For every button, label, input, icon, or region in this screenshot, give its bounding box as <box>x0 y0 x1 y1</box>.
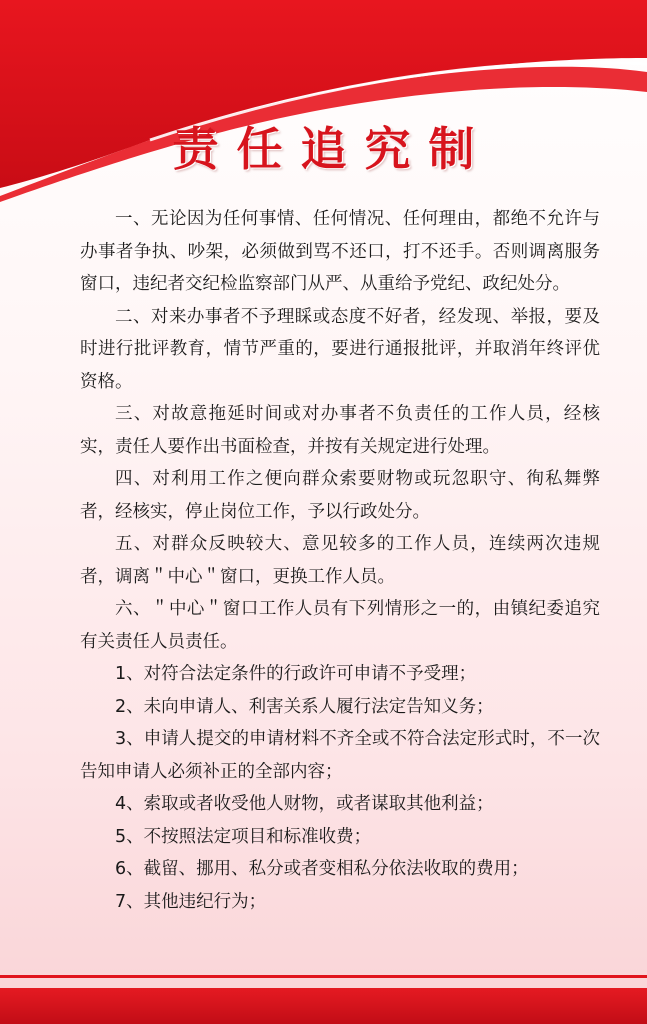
sub-item-5: 5、不按照法定项目和标准收费； <box>115 826 372 847</box>
rule-paragraph-3: 三、对故意拖延时间或对办事者不负责任的工作人员，经核实，责任人要作出书面检查，并按有关规定进行处理。 <box>80 404 600 457</box>
sub-item-6: 6、截留、挪用、私分或者变相私分依法收取的费用； <box>115 859 529 879</box>
rule-paragraph-4: 四、对利用工作之便向群众索要财物或玩忽职守、徇私舞弊者，经核实，停止岗位工作，予以行政处分。 <box>80 469 600 522</box>
sub-item-7: 7、其他违纪行为； <box>115 891 267 912</box>
sub-item-4: 4、索取或者收受他人财物，或者谋取其他利益； <box>115 794 494 814</box>
rule-paragraph-6: 六、＂中心＂窗口工作人员有下列情形之一的，由镇纪委追究有关责任人员责任。 <box>80 599 600 652</box>
bottom-divider-line <box>0 975 647 978</box>
rule-paragraph-1: 一、无论因为任何事情、任何情况、任何理由，都绝不允许与办事者争执、吵架，必须做到骂不还口，打不还手。否则调离服务窗口，违纪者交纪检监察部门从严、从重给予党纪、政纪处分。 <box>80 209 600 294</box>
sub-item-1: 1、对符合法定条件的行政许可申请不予受理； <box>115 664 477 684</box>
bottom-red-band <box>0 988 647 1024</box>
sub-item-2: 2、未向申请人、利害关系人履行法定告知义务； <box>115 696 494 717</box>
sub-item-3: 3、申请人提交的申请材料不齐全或不符合法定形式时，不一次告知申请人必须补正的全部内容； <box>80 729 600 782</box>
page-title: 责任追究制 <box>172 122 493 176</box>
rule-paragraph-2: 二、对来办事者不予理睬或态度不好者，经发现、举报，要及时进行批评教育，情节严重的，要进行通报批评，并取消年终评优资格。 <box>80 306 600 392</box>
rules-body <box>80 203 600 918</box>
rule-paragraph-5: 五、对群众反映较大、意见较多的工作人员，连续两次违规者，调离＂中心＂窗口，更换工作人员。 <box>80 534 600 587</box>
